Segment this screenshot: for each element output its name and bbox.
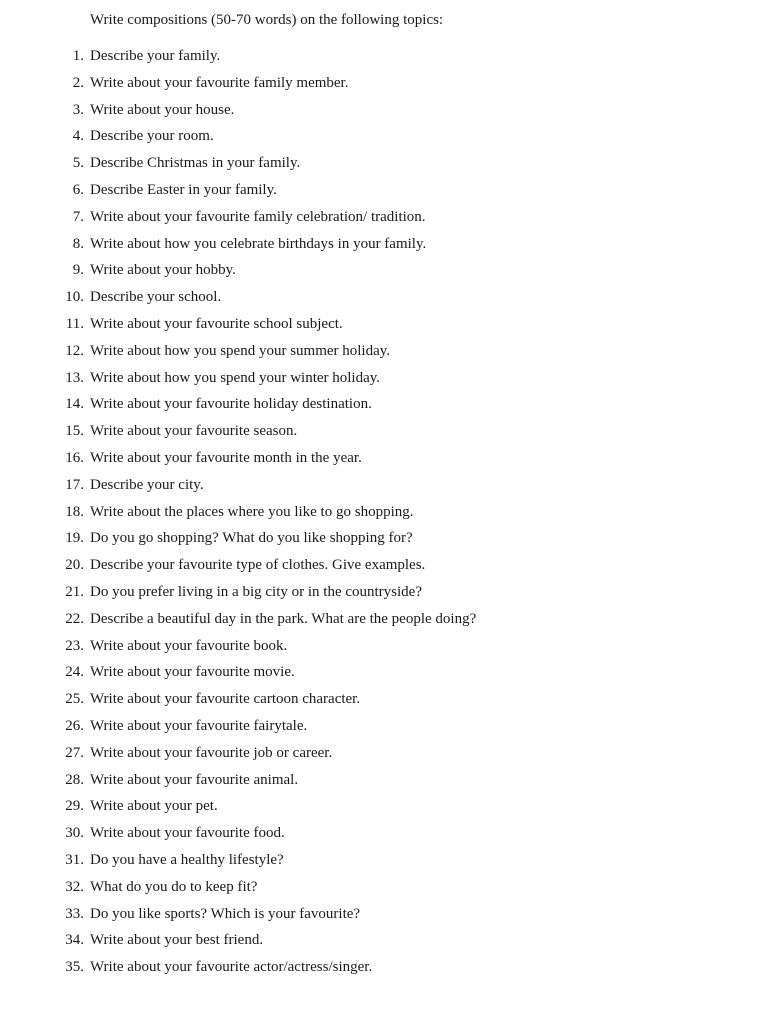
list-item-number: 28. — [65, 771, 84, 788]
list-item-text: Write about your favourite book. — [90, 637, 288, 654]
list-item-text: Do you have a healthy lifestyle? — [90, 851, 284, 868]
list-item-text: Describe Easter in your family. — [90, 181, 277, 198]
list-item-text: Write about your favourite family celebration/ tradition. — [90, 208, 426, 225]
list-item-text: Do you like sports? Which is your favourite? — [90, 905, 361, 922]
list-item-text: Write about your hobby. — [90, 262, 236, 279]
list-item-text: Describe a beautiful day in the park. What are the people doing? — [90, 610, 477, 627]
list-item-text: Write about your favourite cartoon character. — [90, 691, 361, 708]
list-item-text: Write about your house. — [90, 101, 235, 118]
list-item-text: Write about how you spend your summer holiday. — [90, 342, 391, 359]
list-item-text: Describe your family. — [90, 48, 221, 64]
page-heading: Write compositions (50-70 words) on the following topics: — [90, 12, 444, 28]
list-item-number: 32. — [65, 878, 84, 895]
list-item-number: 25. — [65, 691, 84, 708]
list-item-number: 10. — [65, 289, 84, 306]
list-item-number: 11. — [65, 315, 84, 332]
list-item-text: Write about your favourite holiday destination. — [90, 396, 372, 413]
list-item-number: 1. — [72, 48, 84, 64]
list-item-number: 15. — [65, 423, 84, 440]
list-item-text: Write about how you spend your winter holiday. — [90, 369, 381, 386]
list-item-text: Describe your favourite type of clothes. Give examples. — [90, 557, 426, 574]
list-item-number: 7. — [72, 208, 84, 225]
list-item-number: 6. — [72, 181, 84, 198]
list-item-number: 34. — [65, 932, 84, 949]
list-item-text: Describe your room. — [90, 128, 214, 145]
list-item-number: 13. — [65, 369, 84, 386]
list-item-number: 23. — [65, 637, 84, 654]
list-item-number: 16. — [65, 449, 84, 466]
list-item-text: Write about how you celebrate birthdays in your family. — [90, 235, 427, 252]
list-item-number: 5. — [72, 155, 84, 172]
list-item-number: 8. — [72, 235, 84, 252]
list-item-text: Do you prefer living in a big city or in the countryside? — [90, 583, 422, 600]
list-item-text: Write about your best friend. — [90, 932, 264, 949]
list-item-text: Describe Christmas in your family. — [90, 155, 301, 172]
list-item-text: Describe your school. — [90, 289, 222, 306]
list-item-number: 24. — [65, 664, 84, 681]
list-item-text: Write about your favourite family member. — [90, 74, 349, 91]
list-item-number: 29. — [65, 798, 84, 815]
list-item-text: Describe your city. — [90, 476, 204, 493]
list-item-number: 33. — [65, 905, 84, 922]
list-item-number: 17. — [65, 476, 84, 493]
list-item-text: Write about your favourite fairytale. — [90, 717, 308, 734]
list-item-text: What do you do to keep fit? — [90, 878, 258, 895]
list-item-number: 14. — [65, 396, 84, 413]
list-item-number: 3. — [72, 101, 84, 118]
list-item-text: Write about your favourite month in the year. — [90, 449, 362, 466]
list-item-number: 20. — [65, 557, 84, 574]
list-item-number: 31. — [65, 851, 84, 868]
list-item-number: 35. — [65, 959, 84, 976]
list-item-number: 12. — [65, 342, 84, 359]
list-item-text: Write about your pet. — [90, 798, 218, 815]
list-item-number: 19. — [65, 530, 84, 547]
list-item-number: 2. — [72, 74, 84, 91]
list-item-text: Write about the places where you like to go shopping. — [90, 503, 414, 520]
list-item-number: 26. — [65, 717, 84, 734]
list-item-number: 30. — [65, 825, 84, 842]
list-item-text: Write about your favourite movie. — [90, 664, 295, 681]
list-item-text: Write about your favourite food. — [90, 825, 285, 842]
list-item-number: 18. — [65, 503, 84, 520]
list-item-text: Write about your favourite animal. — [90, 771, 299, 788]
list-item-text: Do you go shopping? What do you like shopping for? — [90, 530, 413, 547]
list-item-number: 4. — [72, 128, 84, 145]
list-item-text: Write about your favourite job or career. — [90, 744, 333, 761]
list-item-number: 22. — [65, 610, 84, 627]
list-item-text: Write about your favourite school subject. — [90, 315, 343, 332]
list-item-text: Write about your favourite actor/actress/singer. — [90, 959, 373, 976]
list-item-number: 9. — [72, 262, 84, 279]
list-item-number: 21. — [65, 583, 84, 600]
list-item-number: 27. — [65, 744, 84, 761]
list-item-text: Write about your favourite season. — [90, 423, 298, 440]
